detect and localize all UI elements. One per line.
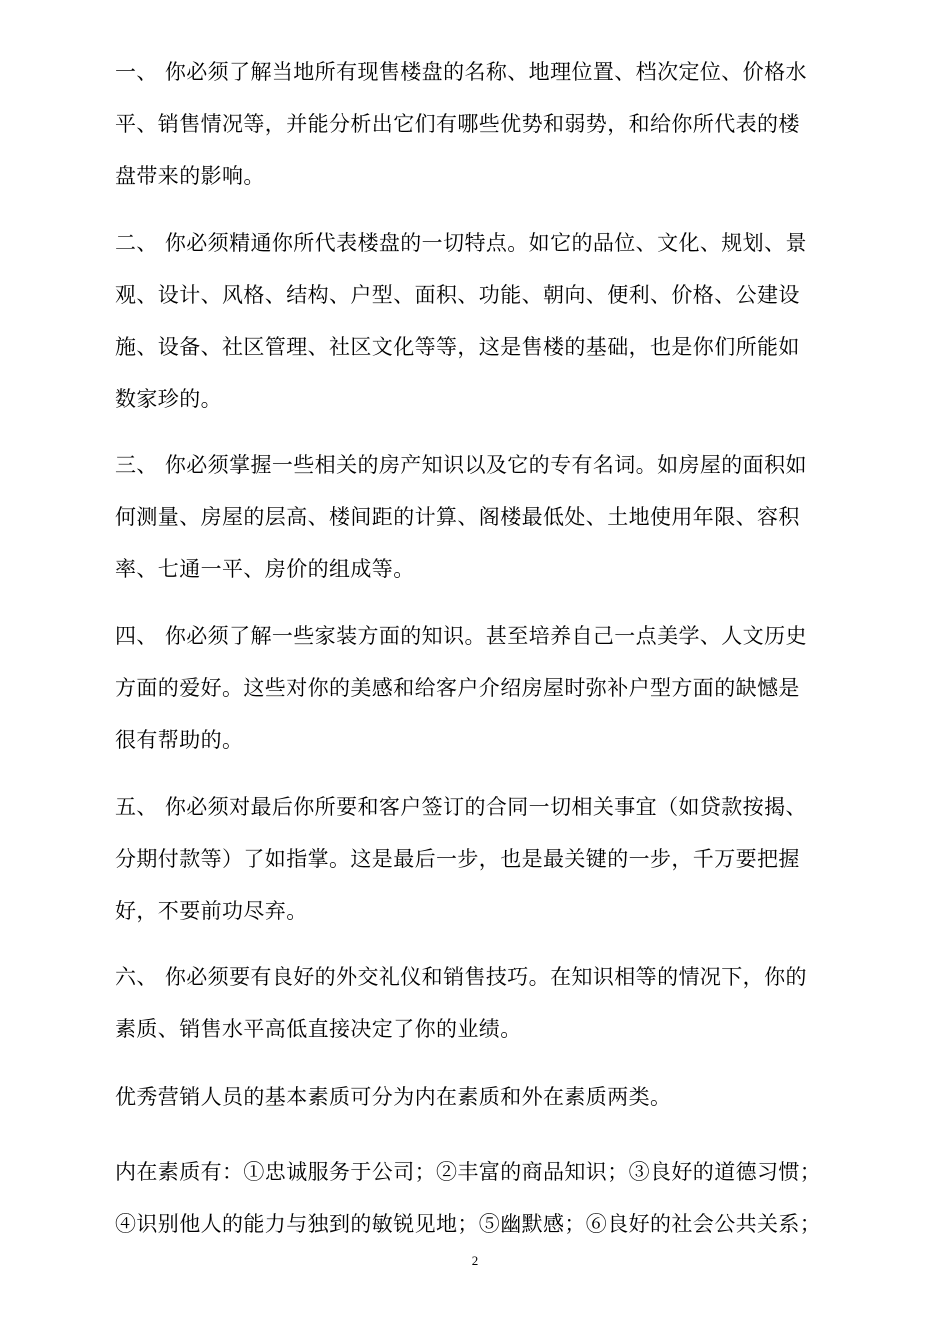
text-line: 五、 你必须对最后你所要和客户签订的合同一切相关事宜（如贷款按揭、 — [115, 795, 807, 819]
text-line: 好，不要前功尽弃。 — [115, 899, 308, 923]
text-line: 数家珍的。 — [115, 387, 222, 411]
text-line: 何测量、房屋的层高、楼间距的计算、阁楼最低处、土地使用年限、容积 — [115, 505, 800, 529]
text-line: 平、销售情况等，并能分析出它们有哪些优势和弱势，和给你所代表的楼 — [115, 112, 800, 136]
paragraph-5 — [115, 781, 815, 937]
text-line: 六、 你必须要有良好的外交礼仪和销售技巧。在知识相等的情况下，你的 — [115, 965, 807, 989]
paragraph-4 — [115, 610, 815, 766]
page-number: 2 — [471, 1253, 479, 1268]
text-line: 优秀营销人员的基本素质可分为内在素质和外在素质两类。 — [115, 1085, 672, 1109]
paragraph-1 — [115, 46, 815, 202]
paragraph-7 — [115, 1071, 815, 1123]
paragraph-2 — [115, 217, 815, 425]
text-line: 施、设备、社区管理、社区文化等等，这是售楼的基础，也是你们所能如 — [115, 335, 800, 359]
text-line: 一、 你必须了解当地所有现售楼盘的名称、地理位置、档次定位、价格水 — [115, 60, 807, 84]
text-line: 四、 你必须了解一些家装方面的知识。甚至培养自己一点美学、人文历史 — [115, 624, 807, 648]
paragraph-3 — [115, 439, 815, 595]
text-line: ④识别他人的能力与独到的敏锐见地；⑤幽默感；⑥良好的社会公共关系； — [115, 1212, 822, 1236]
text-line: 分期付款等）了如指掌。这是最后一步，也是最关键的一步，千万要把握 — [115, 847, 800, 871]
paragraph-6 — [115, 951, 815, 1055]
text-line: 素质、销售水平高低直接决定了你的业绩。 — [115, 1017, 522, 1041]
text-line: 盘带来的影响。 — [115, 164, 265, 188]
text-line: 二、 你必须精通你所代表楼盘的一切特点。如它的品位、文化、规划、景 — [115, 231, 807, 255]
text-line: 率、七通一平、房价的组成等。 — [115, 557, 415, 581]
text-line: 内在素质有：①忠诚服务于公司；②丰富的商品知识；③良好的道德习惯； — [115, 1160, 822, 1184]
text-line: 三、 你必须掌握一些相关的房产知识以及它的专有名词。如房屋的面积如 — [115, 453, 807, 477]
text-line: 很有帮助的。 — [115, 728, 244, 752]
text-line: 观、设计、风格、结构、户型、面积、功能、朝向、便利、价格、公建设 — [115, 283, 800, 307]
text-line: 方面的爱好。这些对你的美感和给客户介绍房屋时弥补户型方面的缺憾是 — [115, 676, 800, 700]
paragraph-8 — [115, 1146, 822, 1250]
